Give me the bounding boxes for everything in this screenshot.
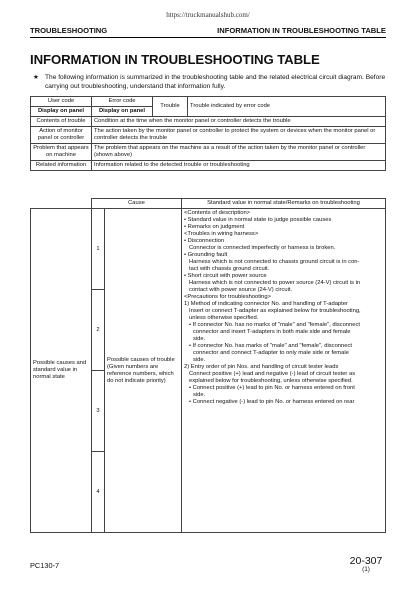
cause-number: 4	[92, 452, 105, 533]
remarks-line: • Short circuit with power source	[184, 273, 267, 279]
remarks-line: tact with chassis ground circuit.	[189, 266, 270, 272]
row-text: Information related to the detected trouble or troubleshooting	[92, 161, 386, 171]
remarks-line: side.	[193, 357, 206, 363]
info-table	[30, 96, 386, 171]
row-text: The problem that appears on the machine as a result of the action taken by the monitor panel or controller (shown above)	[92, 144, 386, 161]
causes-table	[30, 198, 386, 533]
table-row	[31, 199, 386, 209]
table-row	[31, 127, 386, 144]
causes-label: Possible causes and standard value in normal state	[31, 209, 92, 533]
remarks-line: Insert or connect T-adapter as explained below for troubleshooting,	[189, 308, 361, 314]
table-row	[31, 144, 386, 161]
trouble-description: Trouble indicated by error code	[188, 97, 386, 117]
standard-remarks	[182, 209, 386, 533]
source-url: https://truckmanualshub.com/	[166, 11, 250, 19]
user-code-header: User code	[31, 97, 92, 107]
remarks-line: Connector is connected imperfectly or harness is broken.	[189, 245, 336, 251]
row-label: Problem that appears on machine	[31, 144, 92, 161]
remarks-line: • Standard value in normal state to judge possible causes	[184, 217, 332, 223]
remarks-line: Connect positive (+) lead and negative (-) lead of circuit tester as	[189, 371, 356, 377]
cause-description: Possible causes of trouble (Given numbers are reference numbers, which do not indicate priority)	[105, 209, 182, 533]
remarks-line: side.	[193, 392, 206, 398]
remarks-line: • Remarks on judgment	[184, 224, 245, 230]
page-number-text: 20-307	[349, 555, 383, 567]
trouble-header: Trouble	[153, 97, 188, 117]
user-code-display: Display on panel	[31, 107, 92, 117]
page-number	[346, 555, 386, 573]
table-row	[31, 161, 386, 171]
remarks-line: side.	[193, 336, 206, 342]
standard-header: Standard value in normal state/Remarks on troubleshooting	[182, 199, 386, 209]
intro-text: The following information is summarized in the troubleshooting table and the related electrical circuit diagram. Before carrying out troubleshooting, understand that information fully.	[45, 74, 386, 90]
row-label: Action of monitor panel or controller	[31, 127, 92, 144]
page-revision: (1)	[362, 566, 370, 573]
cause-header: Cause	[92, 199, 182, 209]
remarks-line: connector and insert T-adapters in both male side and female	[193, 329, 351, 335]
header-chapter: INFORMATION IN TROUBLESHOOTING TABLE	[217, 26, 386, 35]
star-icon: ★	[33, 74, 39, 81]
remarks-line: • If connector No. has no marks of "male" and "female", disconnect	[189, 322, 361, 328]
remarks-line: Harness which is not connected to chassis ground circuit is in con-	[189, 259, 360, 265]
page-header	[30, 25, 386, 38]
remarks-line: <Precautions for troubleshooting>	[184, 294, 272, 300]
remarks-line: contact with power source (24-V) circuit.	[189, 287, 293, 293]
row-text: Condition at the time when the monitor panel or controller detects the trouble	[92, 117, 386, 127]
model-number: PC130-7	[30, 561, 60, 570]
cause-number: 2	[92, 290, 105, 371]
remarks-line: Harness which is not connected to power source (24-V) circuit is in	[189, 280, 361, 286]
remarks-line: 2) Entry order of pin Nos. and handling of circuit tester leads	[184, 364, 339, 370]
table-row	[31, 117, 386, 127]
remarks-line: connector and connect T-adapter to only male side or female	[193, 350, 349, 356]
row-label: Related information	[31, 161, 92, 171]
page-title: INFORMATION IN TROUBLESHOOTING TABLE	[30, 52, 320, 67]
remarks-line: <Troubles in wiring harness>	[184, 231, 259, 237]
table-row	[31, 209, 386, 290]
remarks-line: • Disconnection	[184, 238, 225, 244]
error-code-header: Error code	[92, 97, 153, 107]
remarks-line: • Grounding fault	[184, 252, 228, 258]
cause-number: 1	[92, 209, 105, 290]
row-label: Contents of trouble	[31, 117, 92, 127]
remarks-line: • Connect positive (+) lead to pin No. or harness entered on front	[189, 385, 355, 391]
remarks-lines	[184, 210, 383, 406]
header-section: TROUBLESHOOTING	[30, 26, 108, 35]
table-row	[31, 97, 386, 107]
intro-paragraph	[33, 73, 389, 91]
remarks-line: explained below for troubleshooting, unless otherwise specified.	[189, 378, 353, 384]
remarks-line: • If connector No. has marks of "male" and "female", disconnect	[189, 343, 352, 349]
remarks-line: • Connect negative (-) lead to pin No. or harness entered on rear	[189, 399, 355, 405]
remarks-line: <Contents of description>	[184, 210, 251, 216]
error-code-display: Display on panel	[92, 107, 153, 117]
remarks-line: 1) Method of indicating connector No. and handling of T-adapter	[184, 301, 348, 307]
row-text: The action taken by the monitor panel or controller to protect the system or devices when the monitor panel or controller detects the trouble	[92, 127, 386, 144]
remarks-line: unless otherwise specified.	[189, 315, 259, 321]
cause-number: 3	[92, 371, 105, 452]
